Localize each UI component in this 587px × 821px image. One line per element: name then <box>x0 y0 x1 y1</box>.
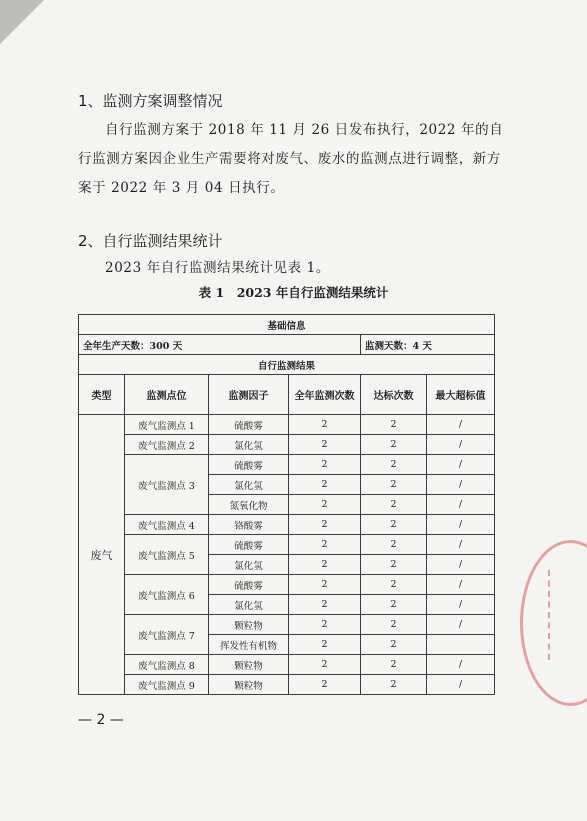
column-header: 监测因子 <box>209 375 289 415</box>
pass-cell: 2 <box>361 535 427 555</box>
monitoring-point-cell: 废气监测点 2 <box>125 435 209 455</box>
pass-cell: 2 <box>361 475 427 495</box>
column-header: 类型 <box>79 375 125 415</box>
count-cell: 2 <box>289 495 361 515</box>
column-header: 达标次数 <box>361 375 427 415</box>
count-cell: 2 <box>289 615 361 635</box>
table-row <box>79 615 495 635</box>
results-header: 自行监测结果 <box>79 355 495 375</box>
factor-cell: 铬酸雾 <box>209 515 289 535</box>
max-cell: / <box>427 655 495 675</box>
count-cell: 2 <box>289 455 361 475</box>
basic-info-header: 基础信息 <box>79 315 495 335</box>
monitoring-point-cell: 废气监测点 3 <box>125 455 209 515</box>
column-header: 最大超标值 <box>427 375 495 415</box>
max-cell: / <box>427 595 495 615</box>
table-row <box>79 515 495 535</box>
max-cell: / <box>427 515 495 535</box>
pass-cell: 2 <box>361 455 427 475</box>
factor-cell: 挥发性有机物 <box>209 635 289 655</box>
monitoring-point-cell: 废气监测点 9 <box>125 675 209 695</box>
count-cell: 2 <box>289 535 361 555</box>
max-cell <box>427 635 495 655</box>
type-cell: 废气 <box>79 415 125 695</box>
count-cell: 2 <box>289 555 361 575</box>
monitoring-results-table <box>78 314 495 695</box>
pass-cell: 2 <box>361 635 427 655</box>
section-1-paragraph: 自行监测方案于 2018 年 11 月 26 日发布执行，2022 年的自行监测方案因企业生产需要将对废气、废水的监测点进行调整，新方案于 2022 年 3 月 04 日执行。 <box>78 122 504 196</box>
page-number: — 2 — <box>78 712 124 728</box>
count-cell: 2 <box>289 655 361 675</box>
pass-cell: 2 <box>361 515 427 535</box>
pass-cell: 2 <box>361 575 427 595</box>
monitoring-point-cell: 废气监测点 1 <box>125 415 209 435</box>
folded-corner <box>0 0 44 44</box>
pass-cell: 2 <box>361 495 427 515</box>
count-cell: 2 <box>289 475 361 495</box>
max-cell: / <box>427 455 495 475</box>
max-cell: / <box>427 575 495 595</box>
factor-cell: 硫酸雾 <box>209 455 289 475</box>
pass-cell: 2 <box>361 655 427 675</box>
section-2-title: 2、自行监测结果统计 <box>78 232 223 250</box>
factor-cell: 氮氧化物 <box>209 495 289 515</box>
count-cell: 2 <box>289 595 361 615</box>
table-row <box>79 435 495 455</box>
monitoring-point-cell: 废气监测点 8 <box>125 655 209 675</box>
table-row <box>79 455 495 475</box>
red-seal-stamp-mark <box>548 570 587 660</box>
factor-cell: 氯化氢 <box>209 555 289 575</box>
pass-cell: 2 <box>361 595 427 615</box>
column-header: 全年监测次数 <box>289 375 361 415</box>
monitoring-point-cell: 废气监测点 6 <box>125 575 209 615</box>
section-1-title: 1、监测方案调整情况 <box>78 92 223 110</box>
monitoring-point-cell: 废气监测点 4 <box>125 515 209 535</box>
max-cell: / <box>427 435 495 455</box>
count-cell: 2 <box>289 415 361 435</box>
table-row <box>79 415 495 435</box>
max-cell: / <box>427 615 495 635</box>
count-cell: 2 <box>289 675 361 695</box>
section-2-paragraph: 2023 年自行监测结果统计见表 1。 <box>105 260 330 276</box>
column-header: 监测点位 <box>125 375 209 415</box>
factor-cell: 氯化氢 <box>209 435 289 455</box>
count-cell: 2 <box>289 435 361 455</box>
max-cell: / <box>427 475 495 495</box>
table-row <box>79 655 495 675</box>
monitoring-point-cell: 废气监测点 5 <box>125 535 209 575</box>
monitoring-point-cell: 废气监测点 7 <box>125 615 209 655</box>
monitor-days: 监测天数：4 天 <box>361 335 495 355</box>
count-cell: 2 <box>289 515 361 535</box>
factor-cell: 氯化氢 <box>209 475 289 495</box>
table-row <box>79 675 495 695</box>
production-days: 全年生产天数：300 天 <box>79 335 361 355</box>
max-cell: / <box>427 495 495 515</box>
table-row <box>79 535 495 555</box>
pass-cell: 2 <box>361 435 427 455</box>
max-cell: / <box>427 535 495 555</box>
max-cell: / <box>427 555 495 575</box>
pass-cell: 2 <box>361 615 427 635</box>
pass-cell: 2 <box>361 555 427 575</box>
max-cell: / <box>427 415 495 435</box>
factor-cell: 硫酸雾 <box>209 535 289 555</box>
table-row <box>79 575 495 595</box>
pass-cell: 2 <box>361 415 427 435</box>
factor-cell: 硫酸雾 <box>209 415 289 435</box>
count-cell: 2 <box>289 635 361 655</box>
max-cell: / <box>427 675 495 695</box>
pass-cell: 2 <box>361 675 427 695</box>
factor-cell: 颗粒物 <box>209 675 289 695</box>
factor-cell: 硫酸雾 <box>209 575 289 595</box>
factor-cell: 氯化氢 <box>209 595 289 615</box>
factor-cell: 颗粒物 <box>209 615 289 635</box>
table-caption: 表 1 2023 年自行监测结果统计 <box>198 285 389 300</box>
count-cell: 2 <box>289 575 361 595</box>
factor-cell: 颗粒物 <box>209 655 289 675</box>
